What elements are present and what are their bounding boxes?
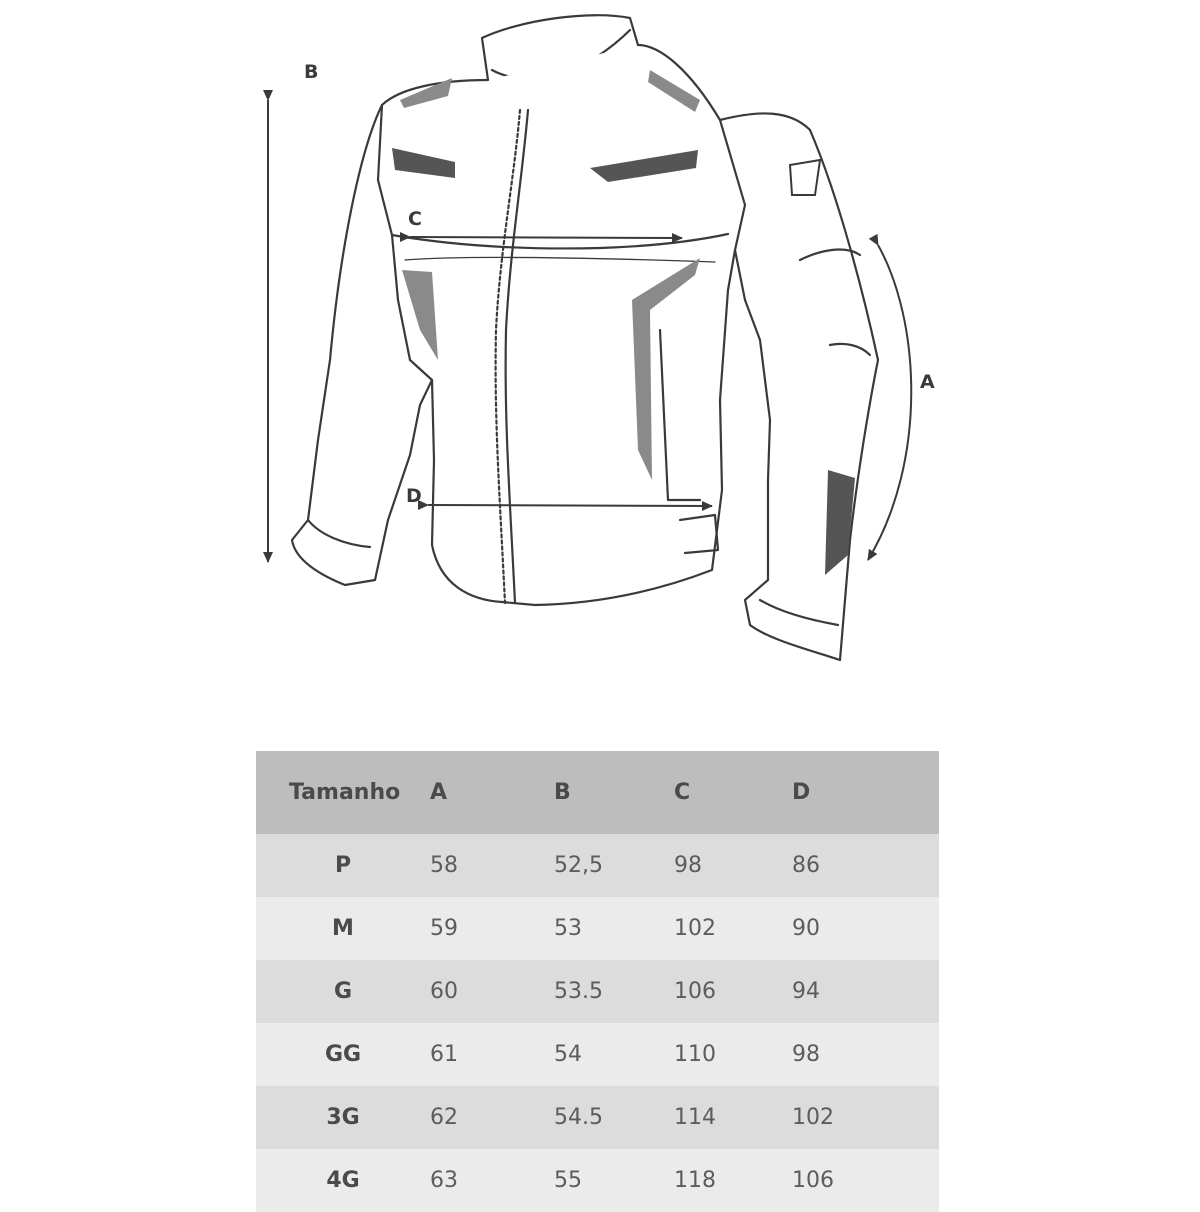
- table-row: [256, 960, 939, 1023]
- cell-size: G: [333, 979, 353, 1004]
- cell-c: 98: [674, 853, 702, 878]
- arrow-d: [428, 505, 712, 506]
- label-a: A: [920, 371, 935, 393]
- jacket-illustration: [292, 15, 878, 660]
- cell-d: 98: [792, 1042, 820, 1067]
- label-d: D: [406, 485, 422, 507]
- header-d: D: [792, 780, 811, 805]
- table-header-row: [256, 751, 939, 834]
- header-a: A: [430, 780, 448, 805]
- cell-d: 86: [792, 853, 820, 878]
- cell-d: 94: [792, 979, 820, 1004]
- cell-c: 102: [674, 916, 716, 941]
- arrow-a: [868, 245, 911, 560]
- cell-size: GG: [324, 1042, 362, 1067]
- cell-b: 52,5: [554, 853, 603, 878]
- cell-a: 63: [430, 1168, 458, 1193]
- cell-d: 102: [792, 1105, 834, 1130]
- header-b: B: [554, 780, 571, 805]
- cell-d: 106: [792, 1168, 834, 1193]
- cell-a: 59: [430, 916, 458, 941]
- cell-a: 60: [430, 979, 458, 1004]
- table-row: [256, 897, 939, 960]
- cell-b: 53: [554, 916, 582, 941]
- cell-b: 54: [554, 1042, 582, 1067]
- table-row: [256, 1086, 939, 1149]
- header-c: C: [674, 780, 691, 805]
- cell-size: M: [332, 916, 354, 941]
- cell-c: 114: [674, 1105, 716, 1130]
- cell-c: 110: [674, 1042, 716, 1067]
- cell-size: P: [334, 853, 352, 878]
- cell-a: 61: [430, 1042, 458, 1067]
- header-size: Tamanho: [289, 780, 401, 805]
- table-row: [256, 1149, 939, 1212]
- cell-a: 62: [430, 1105, 458, 1130]
- label-c: C: [408, 208, 422, 230]
- cell-a: 58: [430, 853, 458, 878]
- cell-size: 3G: [326, 1105, 360, 1130]
- arrow-c: [410, 237, 682, 238]
- table-row: [256, 1023, 939, 1086]
- cell-size: 4G: [326, 1168, 360, 1193]
- size-table: [256, 751, 939, 1212]
- cell-d: 90: [792, 916, 820, 941]
- cell-b: 53.5: [554, 979, 603, 1004]
- cell-c: 118: [674, 1168, 716, 1193]
- cell-b: 55: [554, 1168, 582, 1193]
- table-row: [256, 834, 939, 897]
- label-b: B: [304, 61, 319, 83]
- cell-c: 106: [674, 979, 716, 1004]
- cell-b: 54.5: [554, 1105, 603, 1130]
